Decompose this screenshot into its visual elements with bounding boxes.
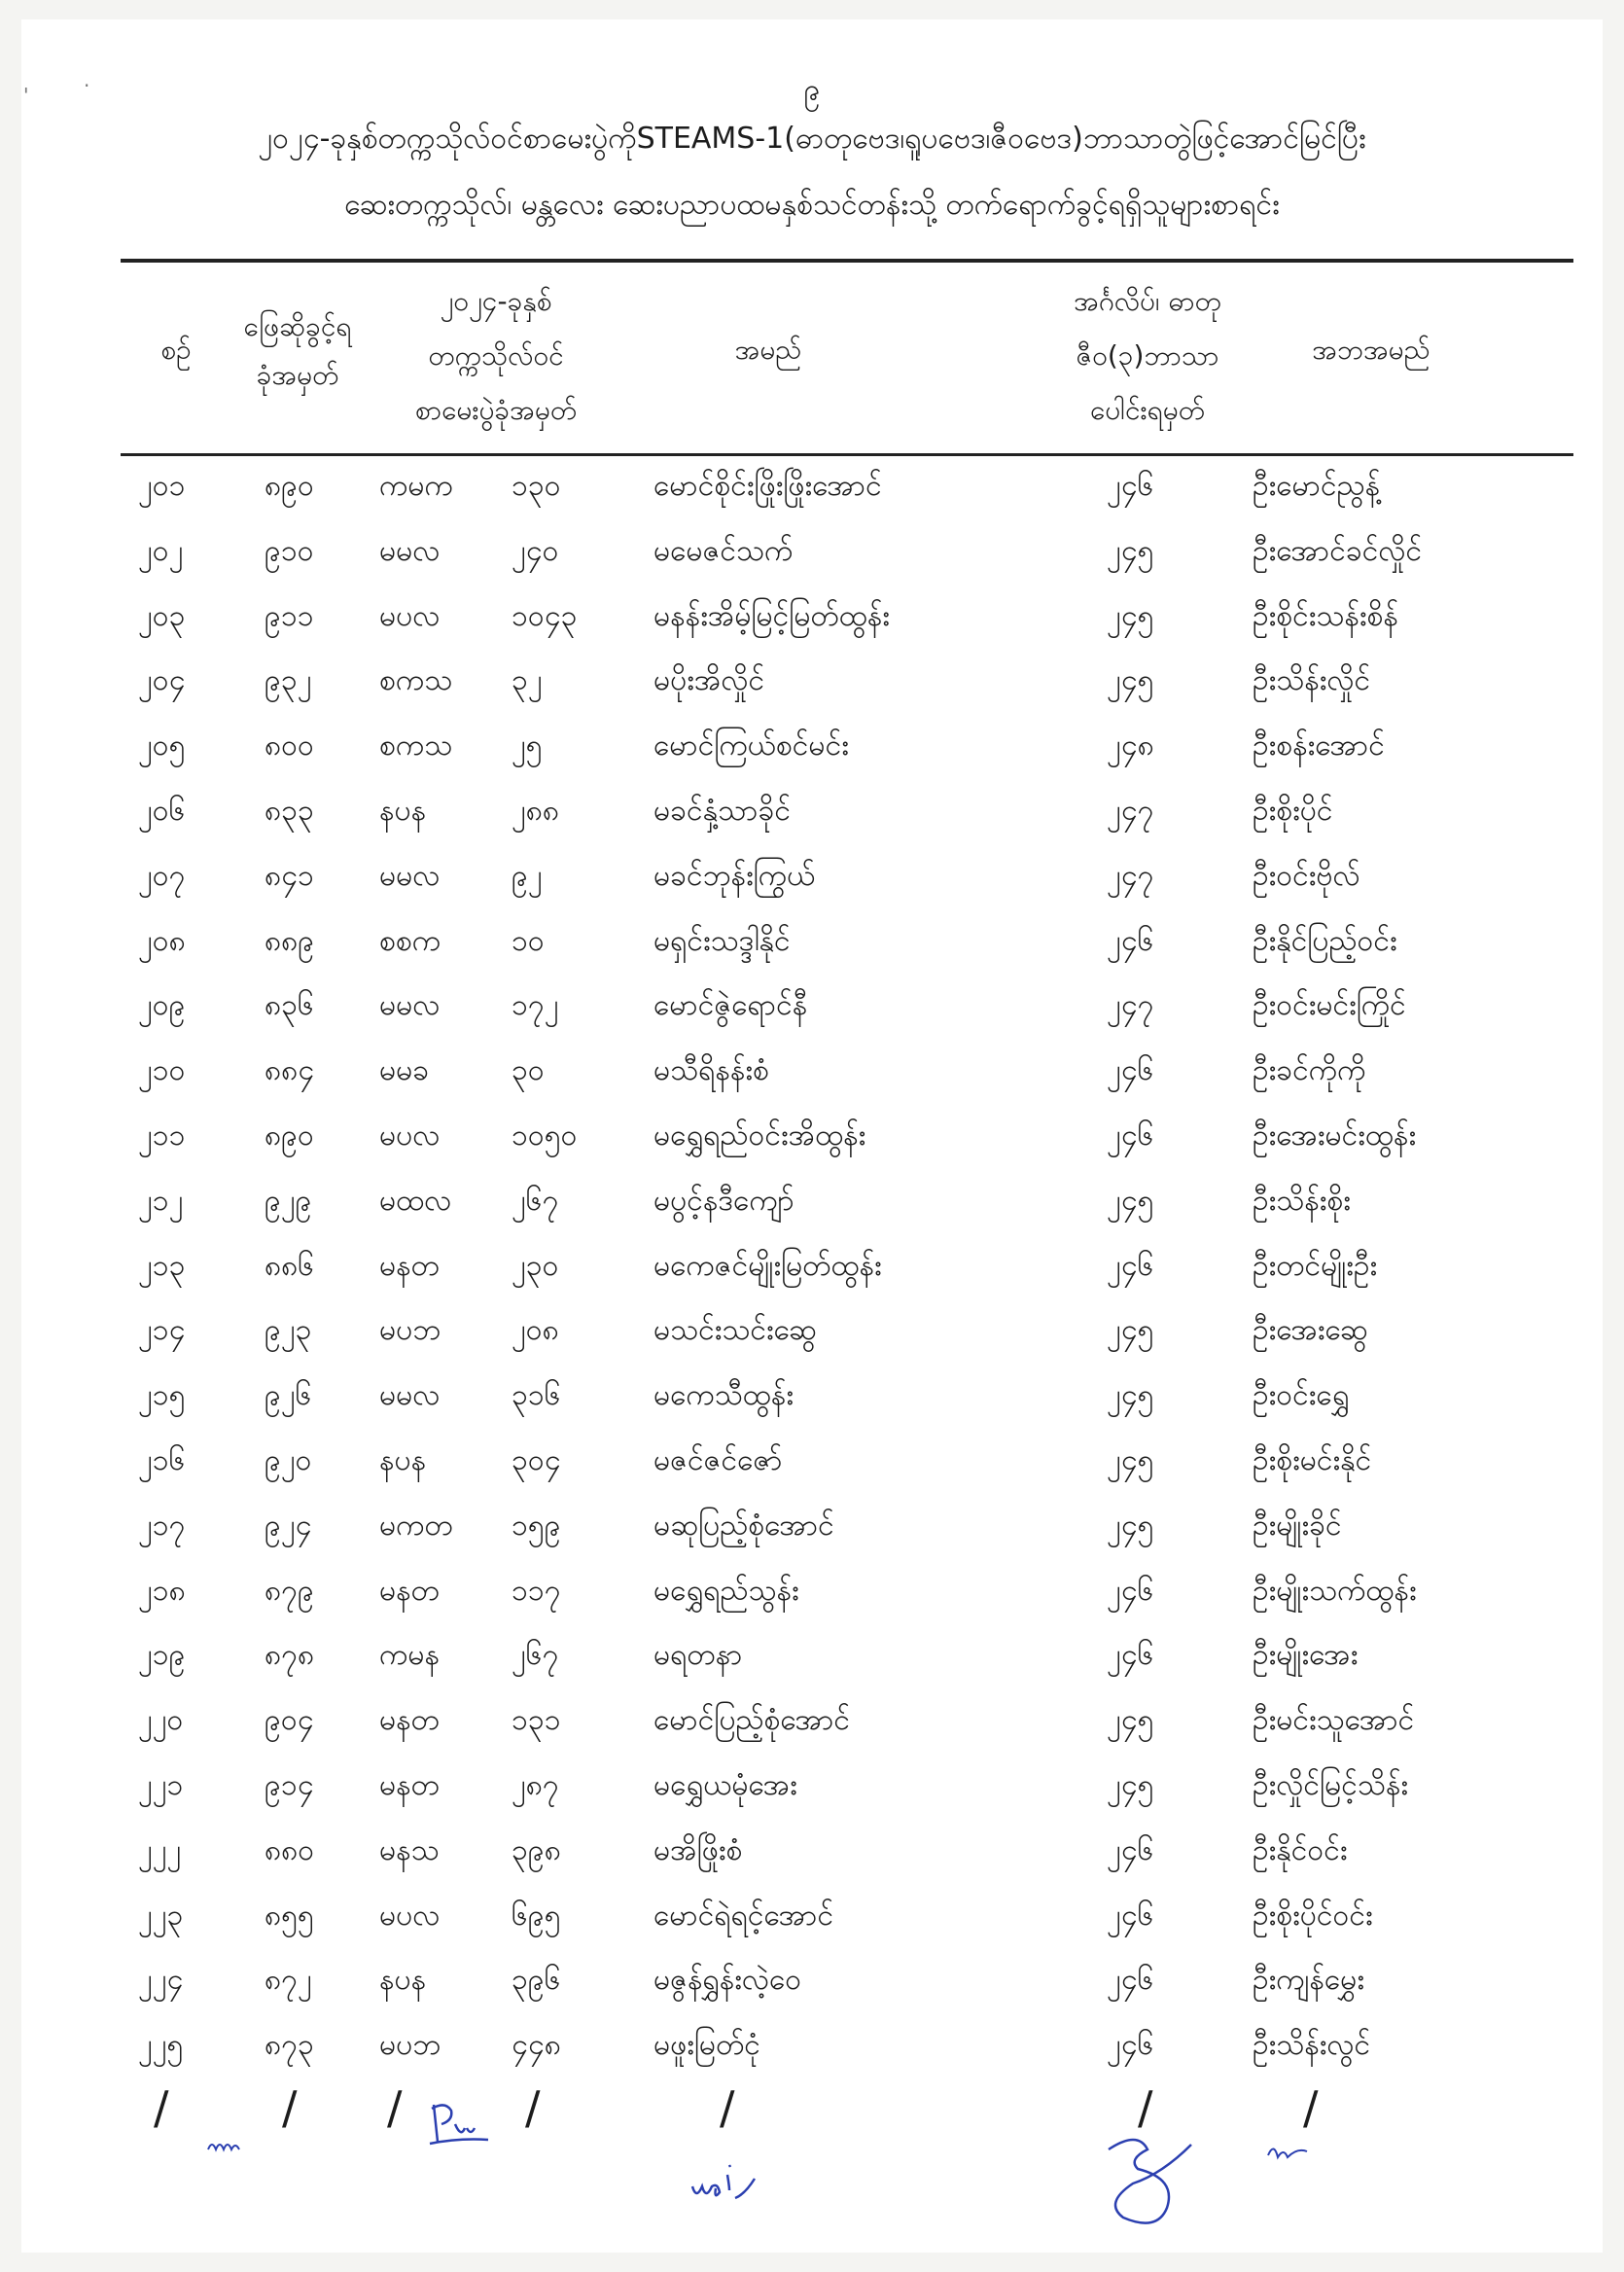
cell-roll-no: ၃၀၄: [512, 1443, 561, 1477]
cell-serial-no: ၂၀၈: [138, 923, 186, 958]
cell-roll-no: ၃၉၈: [512, 1832, 561, 1867]
cell-permit-no: ၈၀၀: [265, 728, 314, 763]
cell-township-code: မပလ: [379, 598, 441, 633]
cell-student-name: မအိဖြိုးစံ: [653, 1832, 743, 1867]
cell-permit-no: ၈၇၉: [265, 1573, 314, 1608]
cell-permit-no: ၈၄၁: [265, 858, 314, 893]
cell-permit-no: ၈၃၆: [265, 988, 314, 1023]
cell-student-name: မောင်ရဲရင့်အောင်: [653, 1898, 834, 1933]
handwritten-initials-5: [1264, 2136, 1313, 2165]
cell-serial-no: ၂၁၀: [138, 1053, 186, 1088]
cell-roll-no: ၁၃၀: [512, 469, 561, 503]
cell-father-name: ဦးနိုင်ပြည့်ဝင်း: [1253, 923, 1397, 958]
cell-father-name: ဦးတင်မျိုးဦး: [1253, 1248, 1378, 1283]
cell-student-name: မဆုပြည့်စုံအောင်: [653, 1508, 834, 1543]
table-row: [0, 1117, 1624, 1175]
cell-roll-no: ၂၈၇: [512, 1768, 559, 1802]
table-row: [0, 2026, 1624, 2084]
cell-permit-no: ၈၅၅: [265, 1898, 314, 1933]
cell-permit-no: ၈၈၀: [265, 1832, 315, 1867]
cell-serial-no: ၂၀၉: [138, 988, 186, 1023]
cell-roll-no: ၁၇၂: [512, 988, 559, 1023]
cell-township-code: မမလ: [379, 858, 441, 893]
cell-township-code: မကတ: [379, 1508, 453, 1543]
handwritten-initials-1: [204, 2130, 263, 2159]
cell-permit-no: ၉၁၁: [265, 598, 314, 633]
cell-student-name: မောင်ပြည့်စုံအောင်: [653, 1703, 851, 1738]
cell-roll-no: ၄၄၈: [512, 2028, 561, 2063]
cell-serial-no: ၂၀၃: [138, 598, 186, 633]
table-header-rule: [121, 453, 1573, 456]
cell-student-name: မနန်းအိမ့်မြင့်မြတ်ထွန်း: [653, 598, 890, 633]
cell-serial-no: ၂၁၇: [138, 1508, 186, 1543]
table-row: [0, 1961, 1624, 2019]
cell-father-name: ဦးကျန်မွှေး: [1253, 1963, 1364, 1998]
cell-township-code: ကမန: [379, 1638, 441, 1673]
cell-total-score: ၂၄၆: [1107, 469, 1154, 503]
cell-total-score: ၂၄၇: [1107, 858, 1154, 893]
header-score-line3: ပေါင်းရမှတ်: [1090, 394, 1205, 426]
cell-township-code: မမလ: [379, 988, 441, 1023]
cell-roll-no: ၁၃၁: [512, 1703, 561, 1738]
cell-roll-no: ၂၃၀: [512, 1248, 559, 1283]
cell-total-score: ၂၄၅: [1107, 598, 1154, 633]
cell-serial-no: ၂၁၉: [138, 1638, 186, 1673]
cell-serial-no: ၂၀၇: [138, 858, 186, 893]
cell-total-score: ၂၄၅: [1107, 1378, 1154, 1413]
cell-roll-no: ၁၁၇: [512, 1573, 561, 1608]
cell-father-name: ဦးသိန်းလွင်: [1253, 2028, 1371, 2063]
cell-roll-no: ၁၀၅၀: [512, 1118, 578, 1153]
cell-total-score: ၂၄၅: [1107, 1443, 1154, 1477]
table-row: [0, 1182, 1624, 1240]
cell-permit-no: ၈၇၃: [265, 2028, 314, 2063]
cell-township-code: မပဘ: [379, 2028, 441, 2063]
cell-serial-no: ၂၂၅: [138, 2028, 184, 2063]
cell-roll-no: ၂၀၈: [512, 1313, 559, 1348]
cell-township-code: မမလ: [379, 1378, 441, 1413]
cell-father-name: ဦးအေးဆွေ: [1253, 1313, 1368, 1348]
table-row: [0, 1766, 1624, 1825]
table-row: [0, 1311, 1624, 1369]
cell-roll-no: ၂၆၇: [512, 1638, 559, 1673]
document-title-line-1: ၂၀၂၄-ခုနှစ်တက္ကသိုလ်ဝင်စာမေးပွဲကိုSTEAMS-1(ဓာတုဗေဒ၊ရူပဗေဒ၊ဇီဝဗေဒ)ဘာသာတွဲဖြင့်အောင်မြင်ပြီး: [258, 122, 1366, 156]
cell-township-code: မနတ: [379, 1573, 440, 1608]
cell-township-code: မပဘ: [379, 1313, 441, 1348]
cell-roll-no: ၃၁၆: [512, 1378, 561, 1413]
cell-total-score: ၂၄၅: [1107, 1768, 1154, 1802]
cell-total-score: ၂၄၅: [1107, 663, 1154, 698]
cell-township-code: နပန: [379, 1963, 427, 1998]
handwritten-initials-2: [426, 2095, 494, 2153]
cell-permit-no: ၈၈၉: [265, 923, 315, 958]
cell-roll-no: ၃၉၆: [512, 1963, 561, 1998]
cell-serial-no: ၂၂၄: [138, 1963, 184, 1998]
cell-total-score: ၂၄၆: [1107, 1898, 1154, 1933]
table-top-rule: [121, 259, 1573, 263]
cell-father-name: ဦးဝင်းဗိုလ်: [1253, 858, 1360, 893]
table-row: [0, 661, 1624, 720]
header-score-line2: ဇီဝ(၃)ဘာသာ: [1076, 339, 1219, 372]
table-row: [0, 922, 1624, 980]
cell-serial-no: ၂၀၁: [138, 469, 186, 503]
cell-township-code: မမခ: [379, 1053, 430, 1088]
cell-serial-no: ၂၂၂: [138, 1832, 182, 1867]
cell-roll-no: ၃၀: [512, 1053, 545, 1088]
cell-permit-no: ၉၂၄: [265, 1508, 312, 1543]
table-row: [0, 532, 1624, 590]
cell-permit-no: ၈၇၂: [265, 1963, 312, 1998]
cell-serial-no: ၂၀၄: [138, 663, 186, 698]
cell-student-name: မမေဇင်သက်: [653, 533, 794, 568]
table-row: [0, 727, 1624, 785]
cell-student-name: မကေဇင်မျိုးမြတ်ထွန်း: [653, 1248, 882, 1283]
cell-total-score: ၂၄၆: [1107, 2028, 1154, 2063]
cell-student-name: မသီရိနန်းစံ: [653, 1053, 769, 1088]
scan-speck: ·: [84, 74, 90, 97]
cell-student-name: မရွှေရည်ဝင်းအိထွန်း: [653, 1118, 866, 1153]
cell-student-name: မဇွန်ရွှန်းလဲ့ဝေ: [653, 1963, 802, 1998]
cell-roll-no: ၆၉၅: [512, 1898, 561, 1933]
cell-roll-no: ၉၂: [512, 858, 543, 893]
cell-father-name: ဦးဝင်းရွှေ: [1253, 1378, 1350, 1413]
cell-roll-no: ၁၀၄၃: [512, 598, 578, 633]
cell-student-name: မရတနာ: [653, 1638, 743, 1673]
page-number: ၉: [803, 73, 821, 107]
cell-township-code: ကမက: [379, 469, 453, 503]
cell-student-name: မသင်းသင်းဆွေ: [653, 1313, 817, 1348]
signature-slash: /: [1138, 2081, 1153, 2134]
cell-serial-no: ၂၁၆: [138, 1443, 186, 1477]
table-row: [0, 1897, 1624, 1955]
cell-permit-no: ၉၃၂: [265, 663, 312, 698]
cell-permit-no: ၉၁၀: [265, 533, 314, 568]
cell-total-score: ၂၄၆: [1107, 1118, 1154, 1153]
signature-slash: /: [1303, 2081, 1319, 2134]
signature-slash: /: [525, 2081, 541, 2134]
cell-total-score: ၂၄၅: [1107, 1703, 1154, 1738]
cell-father-name: ဦးမျိုးသက်ထွန်း: [1253, 1573, 1417, 1608]
cell-student-name: မရွှေယမုံအေး: [653, 1768, 797, 1802]
signature-row: [0, 2081, 1624, 2227]
cell-father-name: ဦးစိုင်းသန်းစိန်: [1253, 598, 1398, 633]
table-row: [0, 1701, 1624, 1759]
table-row: [0, 597, 1624, 656]
cell-roll-no: ၂၈၈: [512, 794, 560, 828]
cell-student-name: မောင်ဇွဲရောင်နီ: [653, 988, 808, 1023]
cell-township-code: မထလ: [379, 1183, 452, 1218]
cell-township-code: နပန: [379, 794, 427, 828]
cell-permit-no: ၈၈၆: [265, 1248, 315, 1283]
cell-roll-no: ၁၅၉: [512, 1508, 561, 1543]
cell-township-code: စကသ: [379, 663, 453, 698]
table-row: [0, 1636, 1624, 1694]
cell-student-name: မဇင်ဇင်ဇော်: [653, 1443, 783, 1477]
cell-father-name: ဦးစိုးမင်းနိုင်: [1253, 1443, 1372, 1477]
table-row: [0, 1831, 1624, 1890]
header-father: အဘအမည်: [1312, 334, 1430, 366]
cell-township-code: စကသ: [379, 728, 453, 763]
cell-township-code: မပလ: [379, 1898, 441, 1933]
cell-father-name: ဦးခင်ကိုကို: [1253, 1053, 1366, 1088]
table-row: [0, 1247, 1624, 1305]
cell-student-name: မခင်နှံ့သာခိုင်: [653, 794, 792, 828]
cell-father-name: ဦးစန်းအောင်: [1253, 728, 1385, 763]
cell-township-code: မနတ: [379, 1703, 440, 1738]
header-exam-line2: တက္ကသိုလ်ဝင်: [428, 339, 564, 372]
signature-slash: /: [154, 2081, 169, 2134]
cell-township-code: စစက: [379, 923, 441, 958]
cell-permit-no: ၈၉၀: [265, 1118, 314, 1153]
cell-serial-no: ၂၂၁: [138, 1768, 184, 1802]
cell-total-score: ၂၄၇: [1107, 794, 1154, 828]
cell-total-score: ၂၄၇: [1107, 988, 1154, 1023]
header-perm-line1: ဖြေဆိုခွင့်ရ: [243, 310, 352, 342]
document-title-line-2: ဆေးတက္ကသိုလ်၊ မန္တလေး ဆေးပညာပထမနှစ်သင်တန်းသို့ တက်ရောက်ခွင့်ရရှိသူများစာရင်း: [344, 188, 1280, 222]
cell-total-score: ၂၄၅: [1107, 1508, 1154, 1543]
cell-permit-no: ၈၇၈: [265, 1638, 315, 1673]
cell-permit-no: ၈၈၄: [265, 1053, 315, 1088]
cell-permit-no: ၉၂၉: [265, 1183, 312, 1218]
cell-township-code: နပန: [379, 1443, 427, 1477]
cell-father-name: ဦးမျိုးအေး: [1253, 1638, 1359, 1673]
cell-total-score: ၂၄၈: [1107, 728, 1154, 763]
table-row: [0, 1507, 1624, 1565]
cell-permit-no: ၉၂၃: [265, 1313, 312, 1348]
cell-serial-no: ၂၁၈: [138, 1573, 186, 1608]
scan-speck: ': [23, 84, 29, 107]
table-row: [0, 1572, 1624, 1630]
cell-student-name: မဖူးမြတ်ငုံ: [653, 2028, 760, 2063]
cell-total-score: ၂၄၆: [1107, 1053, 1154, 1088]
cell-student-name: မခင်ဘုန်းကြွယ်: [653, 858, 816, 893]
cell-student-name: မပိုးအိလှိုင်: [653, 663, 765, 698]
cell-roll-no: ၂၄၀: [512, 533, 559, 568]
cell-roll-no: ၃၂: [512, 663, 543, 698]
header-exam-line1: ၂၀၂၄-ခုနှစ်: [440, 285, 552, 317]
cell-roll-no: ၂၅: [512, 728, 543, 763]
cell-total-score: ၂၄၅: [1107, 533, 1154, 568]
cell-father-name: ဦးမျိုးခိုင်: [1253, 1508, 1342, 1543]
cell-total-score: ၂၄၆: [1107, 1638, 1154, 1673]
header-no: စဉ်: [160, 334, 192, 366]
handwritten-initials-3: [687, 2159, 764, 2218]
cell-township-code: မနသ: [379, 1832, 440, 1867]
table-row: [0, 1051, 1624, 1110]
cell-father-name: ဦးစိုးပိုင်: [1253, 794, 1333, 828]
table-row: [0, 857, 1624, 915]
cell-father-name: ဦးမင်းသူအောင်: [1253, 1703, 1415, 1738]
cell-roll-no: ၁၀: [512, 923, 545, 958]
cell-student-name: မရှင်းသဒ္ဒါနိုင်: [653, 923, 791, 958]
cell-roll-no: ၂၆၇: [512, 1183, 559, 1218]
cell-student-name: မောင်ကြယ်စင်မင်း: [653, 728, 849, 763]
signature-slash: /: [282, 2081, 298, 2134]
header-name: အမည်: [734, 334, 802, 366]
cell-permit-no: ၉၂၀: [265, 1443, 312, 1477]
cell-serial-no: ၂၁၃: [138, 1248, 186, 1283]
signature-slash: /: [387, 2081, 403, 2134]
cell-total-score: ၂၄၆: [1107, 1248, 1154, 1283]
cell-permit-no: ၈၉၀: [265, 469, 314, 503]
cell-father-name: ဦးသိန်းလှိုင်: [1253, 663, 1371, 698]
cell-serial-no: ၂၀၆: [138, 794, 186, 828]
cell-township-code: မနတ: [379, 1248, 440, 1283]
cell-student-name: မရွှေရည်သွန်း: [653, 1573, 799, 1608]
cell-permit-no: ၉၂၆: [265, 1378, 312, 1413]
header-exam-line3: စာမေးပွဲခုံအမှတ်: [414, 394, 578, 426]
table-row: [0, 792, 1624, 850]
cell-father-name: ဦးအောင်ခင်လှိုင်: [1253, 533, 1423, 568]
cell-father-name: ဦးနိုင်ဝင်း: [1253, 1832, 1348, 1867]
cell-serial-no: ၂၁၂: [138, 1183, 184, 1218]
cell-serial-no: ၂၀၂: [138, 533, 184, 568]
cell-total-score: ၂၄၆: [1107, 1573, 1154, 1608]
table-row: [0, 986, 1624, 1045]
table-row: [0, 467, 1624, 525]
cell-father-name: ဦးလှိုင်မြင့်သိန်း: [1253, 1768, 1408, 1802]
cell-township-code: မမလ: [379, 533, 441, 568]
cell-student-name: မောင်စိုင်းဖြိုးဖြိုးအောင်: [653, 469, 882, 503]
signature-slash: /: [720, 2081, 735, 2134]
cell-permit-no: ၉၀၄: [265, 1703, 314, 1738]
cell-total-score: ၂၄၆: [1107, 923, 1154, 958]
cell-father-name: ဦးစိုးပိုင်ဝင်း: [1253, 1898, 1373, 1933]
table-row: [0, 1441, 1624, 1500]
cell-serial-no: ၂၁၁: [138, 1118, 186, 1153]
cell-father-name: ဦးမောင်ညွန့်: [1253, 469, 1381, 503]
cell-serial-no: ၂၂၀: [138, 1703, 184, 1738]
cell-township-code: မနတ: [379, 1768, 440, 1802]
cell-serial-no: ၂၁၅: [138, 1378, 186, 1413]
cell-student-name: မပွင့်နဒီကျော်: [653, 1183, 794, 1218]
cell-total-score: ၂၄၅: [1107, 1183, 1154, 1218]
handwritten-signature-4: [1089, 2120, 1206, 2227]
cell-permit-no: ၈၃၃: [265, 794, 314, 828]
cell-student-name: မကေသီထွန်း: [653, 1378, 794, 1413]
cell-permit-no: ၉၁၄: [265, 1768, 314, 1802]
cell-township-code: မပလ: [379, 1118, 441, 1153]
header-score-line1: အင်္ဂလိပ်၊ ဓာတု: [1074, 285, 1221, 317]
cell-serial-no: ၂၁၄: [138, 1313, 186, 1348]
cell-total-score: ၂၄၅: [1107, 1313, 1154, 1348]
table-row: [0, 1376, 1624, 1435]
cell-father-name: ဦးသိန်းစိုး: [1253, 1183, 1351, 1218]
cell-serial-no: ၂၀၅: [138, 728, 186, 763]
cell-serial-no: ၂၂၃: [138, 1898, 184, 1933]
header-perm-line2: ခုံအမှတ်: [256, 359, 339, 391]
cell-total-score: ၂၄၆: [1107, 1832, 1154, 1867]
cell-father-name: ဦးဝင်းမင်းကြိုင်: [1253, 988, 1406, 1023]
cell-father-name: ဦးအေးမင်းထွန်း: [1253, 1118, 1417, 1153]
cell-total-score: ၂၄၆: [1107, 1963, 1154, 1998]
